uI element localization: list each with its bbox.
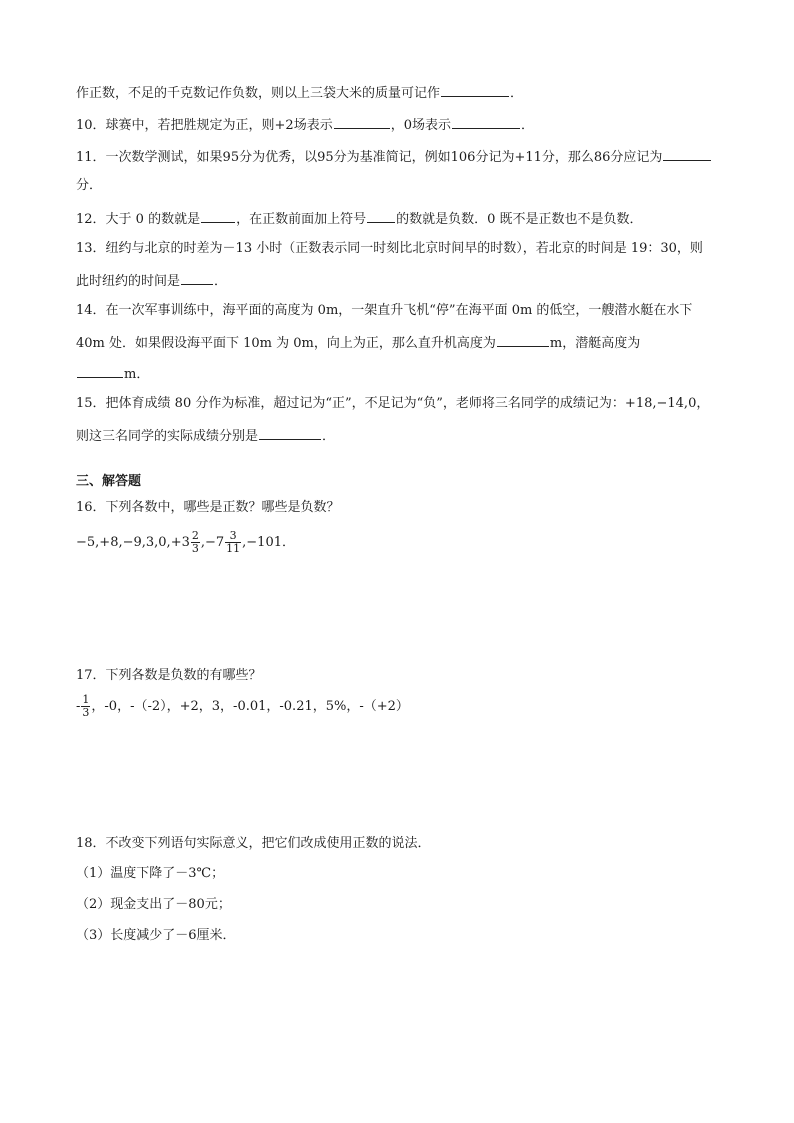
q11-line-1 bbox=[76, 147, 712, 167]
q10-text-1: 10．球赛中，若把胜规定为正，则+2场表示 bbox=[76, 118, 333, 133]
q18-item-3: （3）长度减少了－6厘米． bbox=[76, 928, 236, 943]
q16-fraction-1: $\frac{2}{3}$ bbox=[191, 529, 199, 555]
q14-answer-blank-2[interactable] bbox=[77, 364, 123, 378]
q15-answer-blank[interactable] bbox=[259, 426, 321, 440]
q15-line-2: 则这三名同学的实际成绩分别是 ． bbox=[76, 426, 335, 446]
q13-line-2: 此时纽约的时间是 ． bbox=[76, 271, 227, 291]
q11-text: 11．一次数学测试，如果95分为优秀，以95分为基准简记，例如106分记为+11分，那么86分应记为 bbox=[76, 150, 663, 165]
q17-question: 17．下列各数是负数的有哪些？ bbox=[76, 668, 262, 683]
q9-answer-blank[interactable] bbox=[441, 83, 509, 97]
q17-number-list: - $\frac{1}{3}$ ，-0，-（-2），+2，3，-0.01，-0.21，5%，-（+2） bbox=[76, 693, 409, 719]
q14-answer-blank-1[interactable] bbox=[497, 333, 549, 347]
q10-answer-blank-2[interactable] bbox=[452, 115, 520, 129]
q16-number-list: −5,+8,−9,3,0,+3 $\frac{2}{3}$ ,−7 $\frac{3}{11}$ ,−101． bbox=[76, 529, 295, 555]
q17-fraction: $\frac{1}{3}$ bbox=[82, 693, 90, 719]
q16-fraction-2: $\frac{3}{11}$ bbox=[226, 529, 241, 555]
q14-line-2: 40m 处．如果假设海平面下 10m 为 0m，向上为正，那么直升机高度为 m，潜艇高度为 bbox=[76, 333, 640, 353]
q14-line-3: m． bbox=[76, 364, 149, 384]
q12-answer-blank-2[interactable] bbox=[367, 209, 395, 223]
q18-item-2: （2）现金支出了－80元； bbox=[76, 897, 231, 912]
q15-line-1: 15．把体育成绩 80 分作为标准，超过记为“正”，不足记为“负”，老师将三名同学的成绩记为：+18,−14,0， bbox=[76, 396, 710, 411]
q16-question: 16．下列各数中，哪些是正数？哪些是负数？ bbox=[76, 500, 340, 515]
q14-line-1: 14．在一次军事训练中，海平面的高度为 0m，一架直升飞机“停”在海平面 0m 的低空，一艘潜水艇在水下 bbox=[76, 303, 693, 318]
q10-text-2: ，0场表示 bbox=[390, 118, 451, 133]
q11-answer-blank[interactable] bbox=[663, 147, 711, 161]
q11-line-2: 分． bbox=[76, 178, 103, 193]
q10-answer-blank-1[interactable] bbox=[334, 115, 390, 129]
q12-answer-blank-1[interactable] bbox=[201, 209, 235, 223]
q13-line-1: 13．纽约与北京的时差为－13 小时（正数表示同一时刻比北京时间早的时数），若北京的时间是 19：30，则 bbox=[76, 241, 703, 256]
q9-text: 作正数，不足的千克数记作负数，则以上三袋大米的质量可记作 bbox=[76, 86, 441, 101]
q9-line: 作正数，不足的千克数记作负数，则以上三袋大米的质量可记作 ． bbox=[76, 83, 523, 103]
q12-line: 12．大于 0 的数就是 ，在正数前面加上符号 的数就是负数．0 既不是正数也不是负数． bbox=[76, 209, 643, 229]
q13-answer-blank[interactable] bbox=[181, 271, 213, 285]
section-title-answer-questions: 三、解答题 bbox=[76, 474, 142, 489]
q18-item-1: （1）温度下降了－3℃； bbox=[76, 866, 225, 881]
q10-line: 10．球赛中，若把胜规定为正，则+2场表示 ，0场表示 ． bbox=[76, 115, 534, 135]
q18-question: 18．不改变下列语句实际意义，把它们改成使用正数的说法． bbox=[76, 836, 431, 851]
